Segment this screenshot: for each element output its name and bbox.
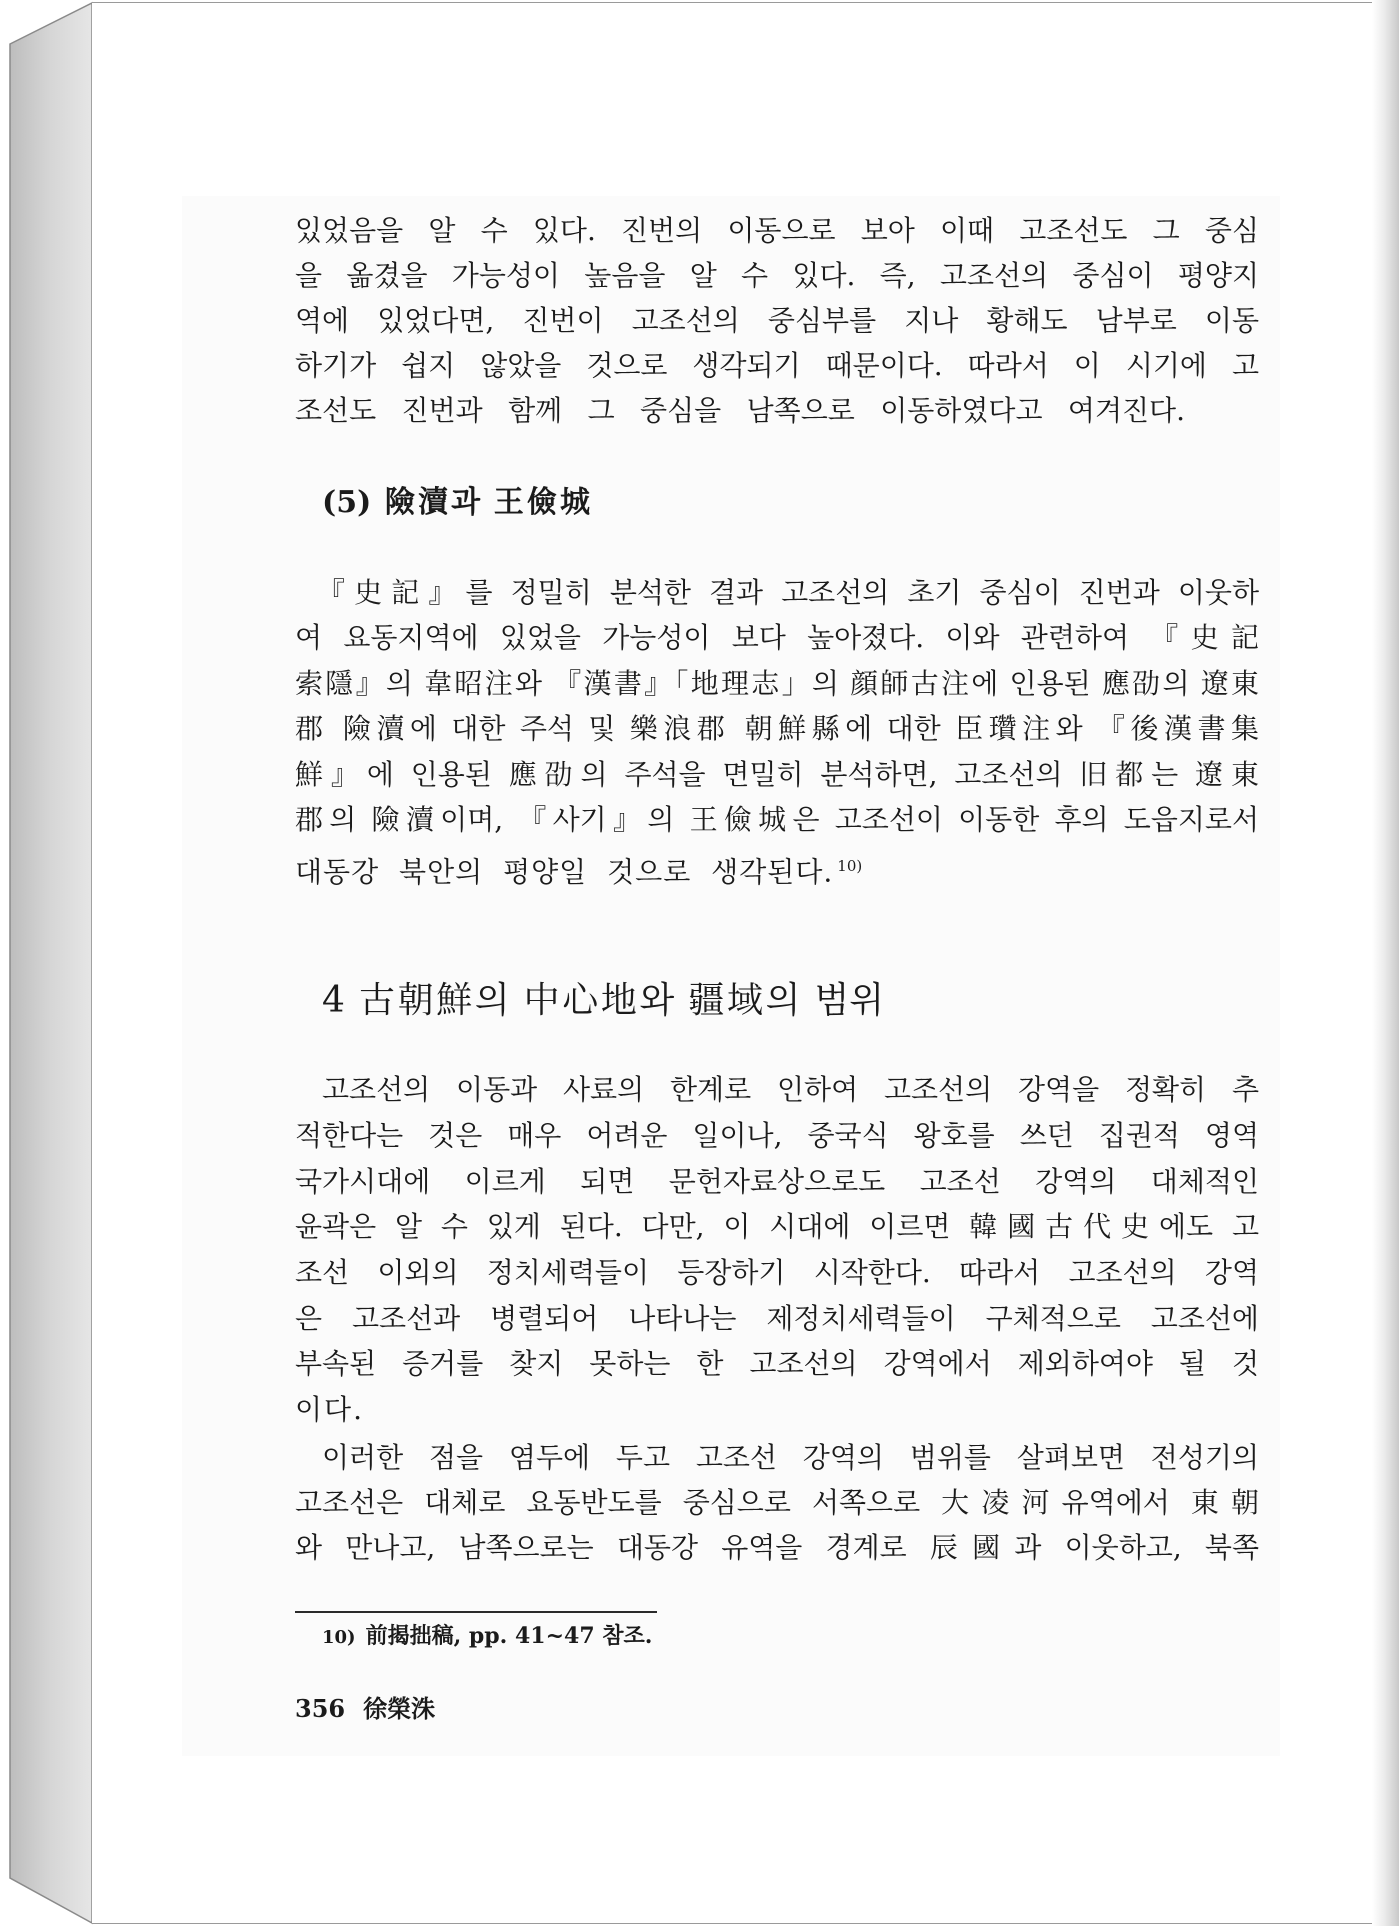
- text-line: 郡의 險瀆이며, 『사기』의 王儉城은 고조선이 이동한 후의 도읍지로서: [295, 803, 1259, 836]
- footnote-text: 前揭拙稿, pp. 41~47 참조.: [365, 1623, 653, 1649]
- text-line: 고조선은 대체로 요동반도를 중심으로 서쪽으로 大凌河유역에서 東朝: [295, 1486, 1259, 1519]
- page-edge-shadow: [1372, 0, 1399, 1926]
- text-line: 조선도 진번과 함께 그 중심을 남쪽으로 이동하였다고 여겨진다.: [295, 394, 1185, 427]
- footnote: [322, 1620, 652, 1652]
- text-line: 『史記』를 정밀히 분석한 결과 고조선의 초기 중심이 진번과 이웃하: [317, 576, 1259, 609]
- text-line: 索隱』의 韋昭注와 『漢書』「地理志」의 顔師古注에 인용된 應劭의 遼東: [295, 667, 1259, 700]
- text-line: 역에 있었다면, 진번이 고조선의 중심부를 지나 황해도 남부로 이동: [295, 304, 1259, 337]
- text-line-content: 대동강 북안의 평양일 것으로 생각된다.: [295, 855, 834, 889]
- text-line: 윤곽은 알 수 있게 된다. 다만, 이 시대에 이르면 韓國古代史에도 고: [295, 1210, 1259, 1243]
- text-line: 郡 險瀆에 대한 주석 및 樂浪郡 朝鮮縣에 대한 臣瓚注와 『後漢書集: [295, 712, 1259, 745]
- footnote-number: 10): [322, 1627, 356, 1648]
- text-line: 鮮』에 인용된 應劭의 주석을 면밀히 분석하면, 고조선의 旧都는 遼東: [295, 758, 1259, 791]
- text-line: 여 요동지역에 있었을 가능성이 보다 높아졌다. 이와 관련하여 『史記: [295, 621, 1259, 654]
- text-line: 이다.: [295, 1393, 364, 1426]
- author-name: 徐榮洙: [363, 1694, 436, 1723]
- page-footer: [295, 1692, 435, 1726]
- section-heading: 4 古朝鮮의 中心地와 疆域의 범위: [322, 980, 884, 1021]
- text-line: 은 고조선과 병렬되어 나타나는 제정치세력들이 구체적으로 고조선에: [295, 1302, 1259, 1335]
- text-line: 하기가 쉽지 않았을 것으로 생각되기 때문이다. 따라서 이 시기에 고: [295, 349, 1259, 382]
- subheading: (5) 險瀆과 王儉城: [322, 485, 590, 520]
- book-spine: [0, 0, 96, 1926]
- text-line: 부속된 증거를 찾지 못하는 한 고조선의 강역에서 제외하여야 될 것: [295, 1347, 1259, 1380]
- text-line: 있었음을 알 수 있다. 진번의 이동으로 보아 이때 고조선도 그 중심: [295, 214, 1259, 247]
- text-line: 와 만나고, 남쪽으로는 대동강 유역을 경계로 辰國과 이웃하고, 북쪽: [295, 1531, 1259, 1564]
- text-line: 이러한 점을 염두에 두고 고조선 강역의 범위를 살펴보면 전성기의: [322, 1441, 1259, 1474]
- text-line: 조선 이외의 정치세력들이 등장하기 시작한다. 따라서 고조선의 강역: [295, 1256, 1259, 1289]
- text-line: 고조선의 이동과 사료의 한계로 인하여 고조선의 강역을 정확히 추: [322, 1073, 1259, 1106]
- footnote-reference: 10): [837, 857, 863, 875]
- text-line: 국가시대에 이르게 되면 문헌자료상으로도 고조선 강역의 대체적인: [295, 1165, 1259, 1198]
- text-line: 적한다는 것은 매우 어려운 일이나, 중국식 왕호를 쓰던 집권적 영역: [295, 1119, 1259, 1152]
- page-number: 356: [295, 1694, 346, 1723]
- footnote-rule: [295, 1611, 657, 1613]
- text-line: 을 옮겼을 가능성이 높음을 알 수 있다. 즉, 고조선의 중심이 평양지: [295, 259, 1259, 292]
- text-line: [295, 844, 915, 888]
